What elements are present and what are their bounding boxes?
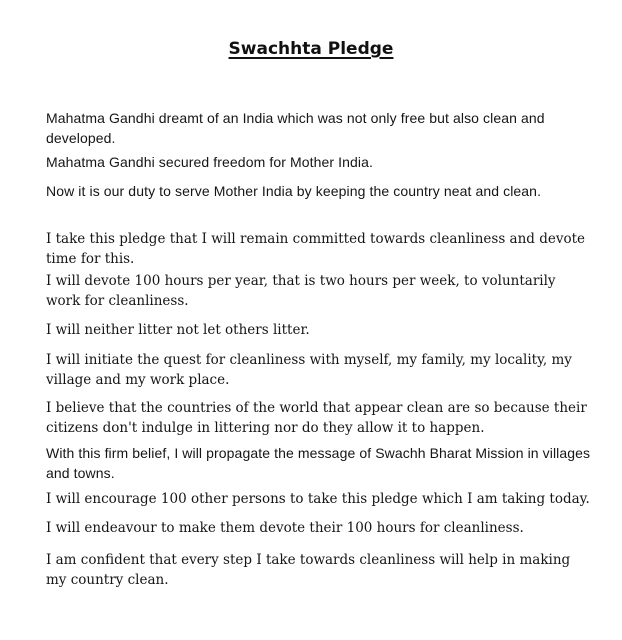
page-title-text: Swachhta Pledge [228,39,394,59]
pledge-paragraph-2: Mahatma Gandhi secured freedom for Mother India. [46,154,373,170]
pledge-paragraph-4: I take this pledge that I will remain committed towards cleanliness and devote time for this. [46,231,586,267]
pledge-paragraph-8: I believe that the countries of the world that appear clean are so because their citizens don't indulge in littering nor do they allow it to happen. [46,400,587,436]
pledge-paragraph-5: I will devote 100 hours per year, that is two hours per week, to voluntarily work for cleanliness. [46,273,556,309]
pledge-paragraph-3: Now it is our duty to serve Mother India by keeping the country neat and clean. [46,183,542,199]
pledge-paragraph-7: I will initiate the quest for cleanliness with myself, my family, my locality, my village and my work place. [46,352,572,388]
pledge-paragraph-11: I will endeavour to make them devote their 100 hours for cleanliness. [46,520,524,536]
pledge-paragraph-1: Mahatma Gandhi dreamt of an India which was not only free but also clean and developed. [46,110,545,146]
pledge-paragraph-9: With this firm belief, I will propagate the message of Swachh Bharat Mission in villages and towns. [46,445,591,481]
page-title [0,38,622,60]
pledge-paragraph-6: I will neither litter not let others litter. [46,322,310,338]
pledge-paragraph-10: I will encourage 100 other persons to take this pledge which I am taking today. [46,491,590,507]
pledge-paragraph-12: I am confident that every step I take towards cleanliness will help in making my country clean. [46,552,571,588]
